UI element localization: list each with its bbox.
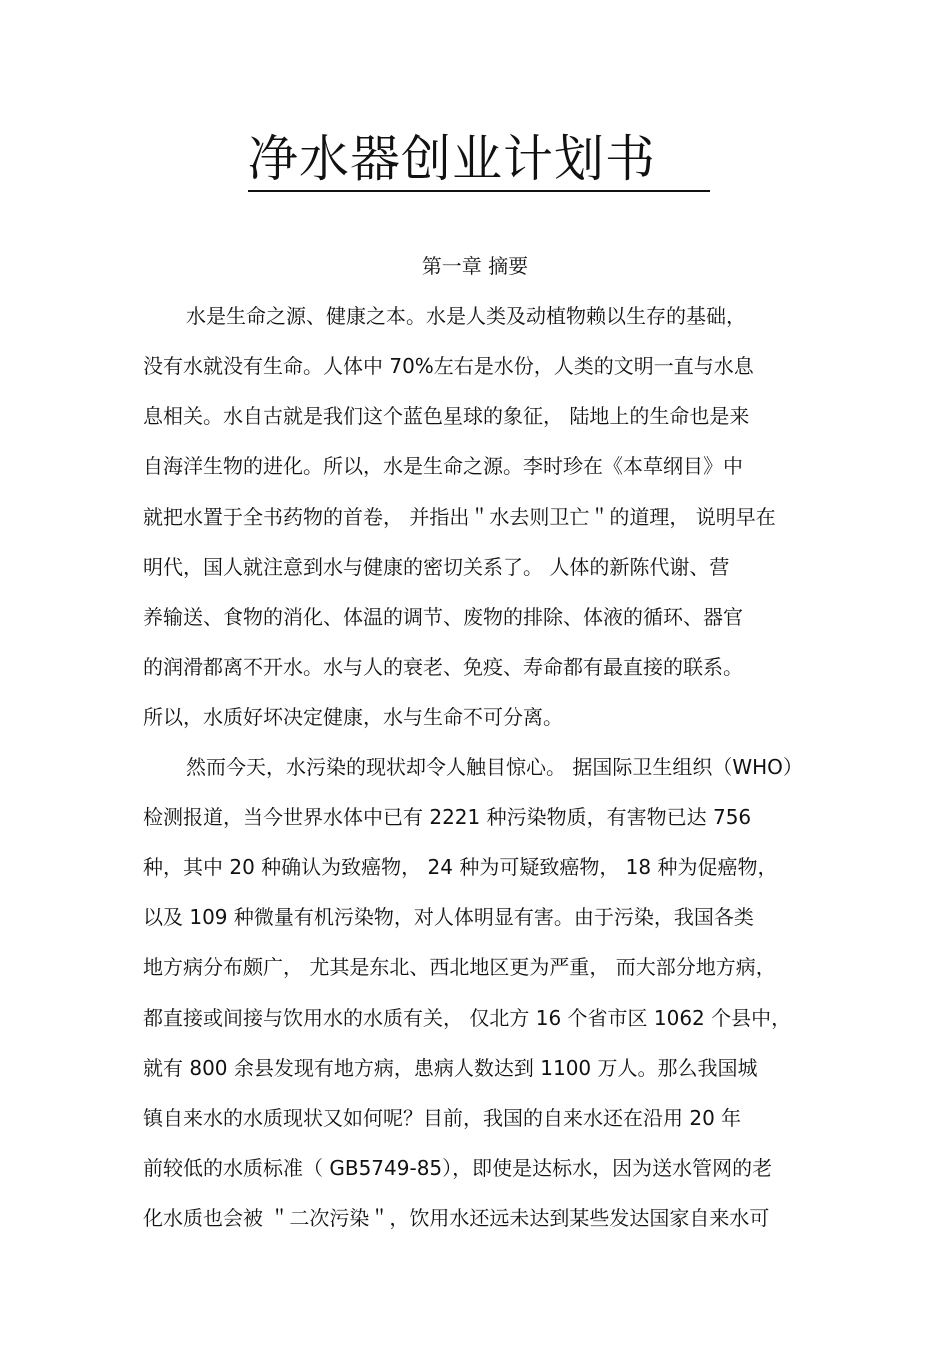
document-title: 净水器创业计划书 [248, 130, 656, 188]
paragraph-line: 化水质也会被 ＂二次污染＂，饮用水还远未达到某些发达国家自来水可 [143, 1206, 770, 1230]
paragraph-line: 种，其中 20 种确认为致癌物， 24 种为可疑致癌物， 18 种为促癌物， [143, 855, 778, 879]
title-underline [248, 128, 710, 192]
paragraph-line: 地方病分布颇广， 尤其是东北、西北地区更为严重， 而大部分地方病， [143, 955, 776, 979]
paragraph-line: 所以，水质好坏决定健康，水与生命不可分离。 [143, 705, 563, 729]
paragraph-line: 检测报道，当今世界水体中已有 2221 种污染物质，有害物已达 756 [143, 805, 752, 829]
paragraph-line: 镇自来水的水质现状又如何呢？目前，我国的自来水还在沿用 20 年 [143, 1106, 742, 1130]
paragraph-line: 就把水置于全书药物的首卷， 并指出＂水去则卫亡＂的道理， 说明早在 [143, 505, 776, 529]
paragraph-line: 自海洋生物的进化。所以，水是生命之源。李时珍在《本草纲目》中 [143, 454, 743, 478]
paragraph-line: 没有水就没有生命。人体中 70%左右是水份，人类的文明一直与水息 [143, 354, 754, 378]
paragraph-line: 以及 109 种微量有机污染物，对人体明显有害。由于污染，我国各类 [143, 905, 754, 929]
paragraph-line: 前较低的水质标准（ GB5749-85），即使是达标水，因为送水管网的老 [143, 1156, 773, 1180]
paragraph-line: 的润滑都离不开水。水与人的衰老、免疫、寿命都有最直接的联系。 [143, 655, 743, 679]
chapter-heading: 第一章 摘要 [421, 254, 529, 278]
paragraph-line: 水是生命之源、健康之本。水是人类及动植物赖以生存的基础， [186, 304, 746, 328]
paragraph-line: 息相关。水自古就是我们这个蓝色星球的象征， 陆地上的生命也是来 [143, 404, 750, 428]
paragraph-line: 养输送、食物的消化、体温的调节、废物的排除、体液的循环、器官 [143, 605, 743, 629]
paragraph-line: 然而今天，水污染的现状却令人触目惊心。 据国际卫生组织（WHO） [186, 755, 803, 779]
paragraph-line: 就有 800 余县发现有地方病，患病人数达到 1100 万人。那么我国城 [143, 1056, 758, 1080]
paragraph-line: 都直接或间接与饮用水的水质有关， 仅北方 16 个省市区 1062 个县中， [143, 1006, 792, 1030]
paragraph-line: 明代，国人就注意到水与健康的密切关系了。 人体的新陈代谢、营 [143, 555, 730, 579]
